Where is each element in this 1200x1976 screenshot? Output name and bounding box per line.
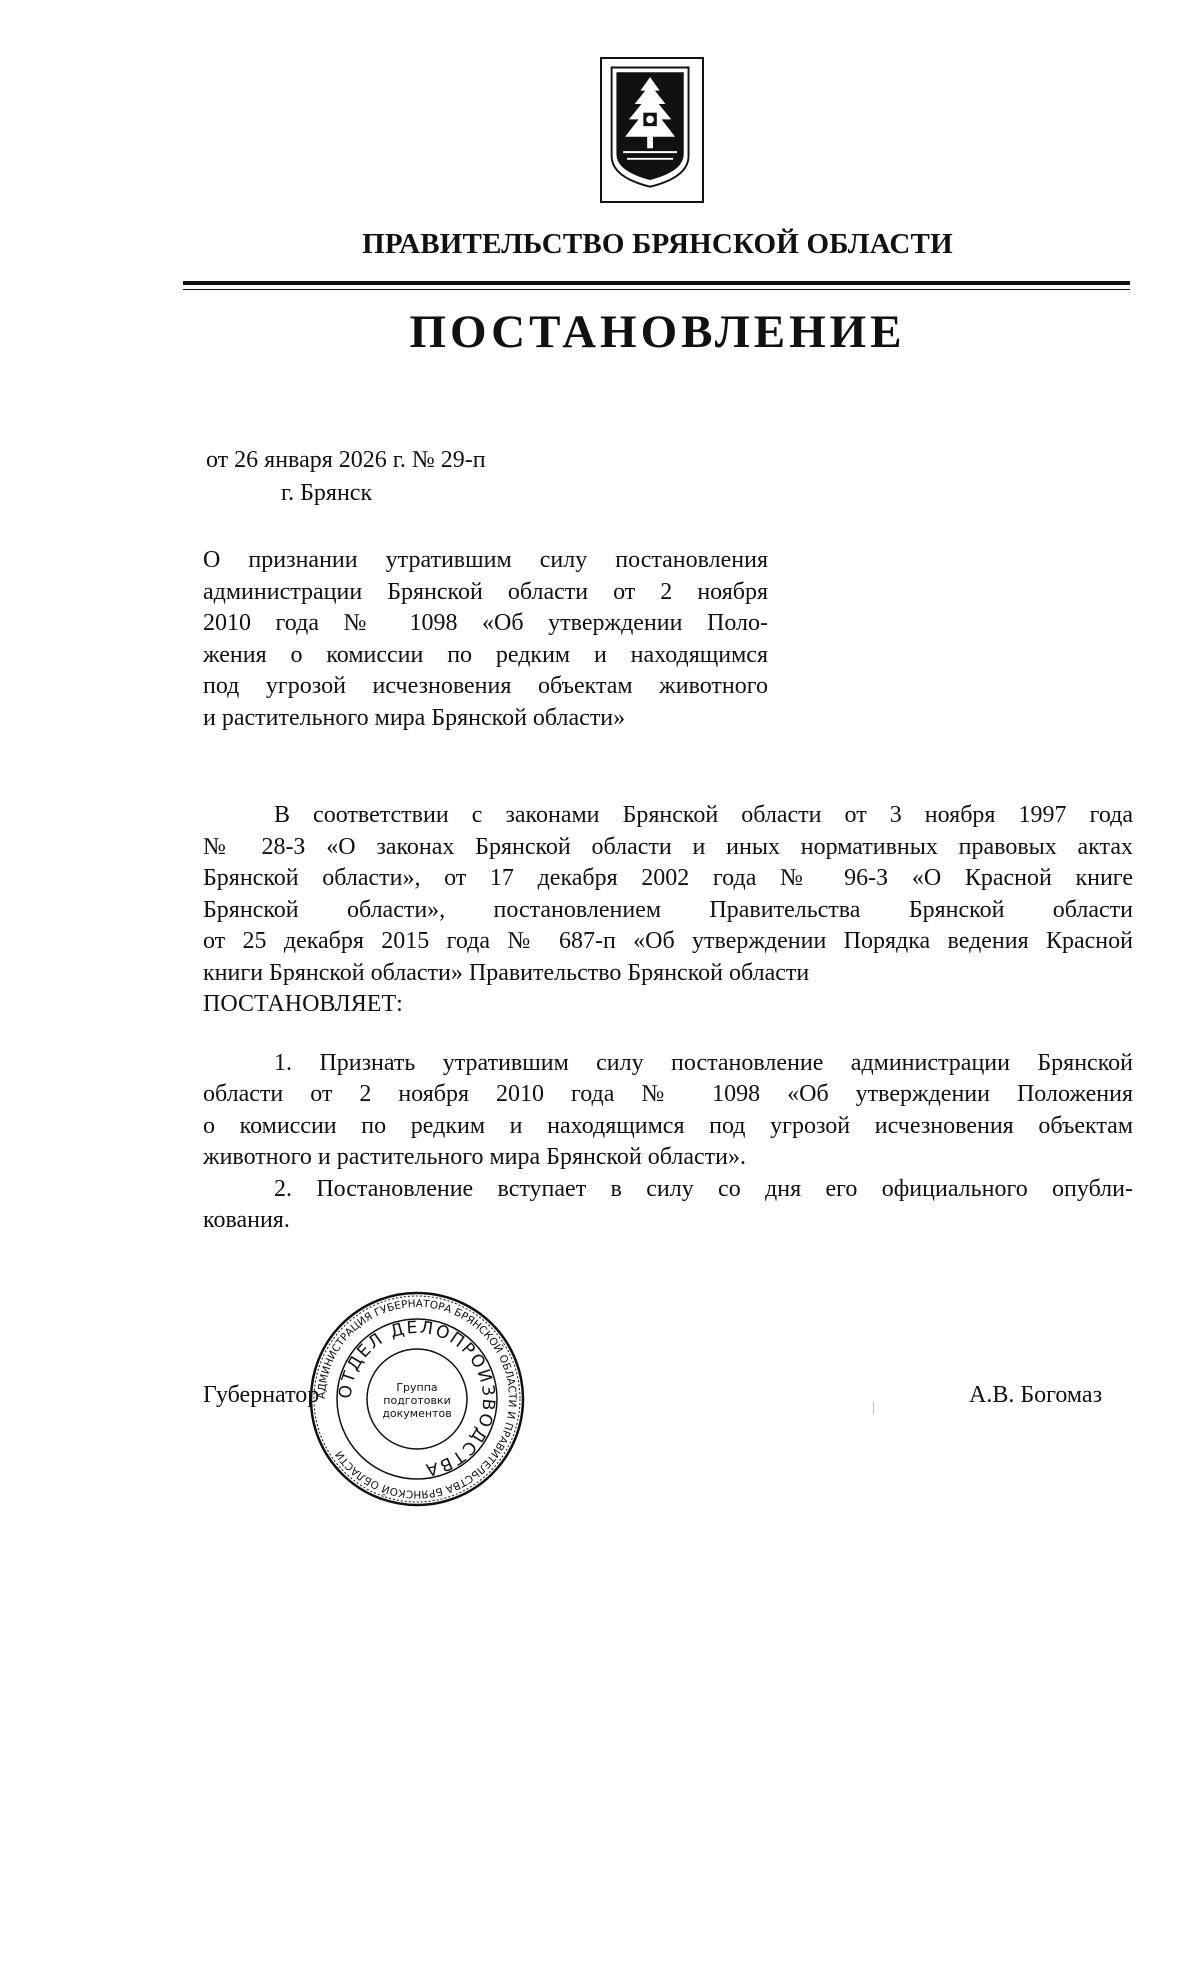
preamble-line: Брянской области», постановлением Правительства Брянской области	[203, 896, 1133, 923]
resolves-keyword: ПОСТАНОВЛЯЕТ:	[203, 991, 403, 1017]
stamp-center-line: подготовки	[383, 1394, 451, 1407]
item-1-line: 1. Признать утратившим силу постановление администрации Брянской	[274, 1049, 1133, 1076]
signer-title: Губернатор	[203, 1382, 320, 1408]
subject-line: О признании утратившим силу постановления	[203, 547, 768, 573]
document-date-number: от 26 января 2026 г. № 29-п	[206, 447, 486, 473]
header-divider-thick	[183, 281, 1130, 285]
preamble-line: от 25 декабря 2015 года № 687-п «Об утверждении Порядка ведения Красной	[203, 928, 1133, 954]
stamp-center-line: Группа	[396, 1381, 438, 1394]
coat-of-arms-icon	[602, 59, 702, 201]
item-1-line: о комиссии по редким и находящимся под угрозой исчезновения объектам	[203, 1112, 1133, 1139]
subject-line: 2010 года № 1098 «Об утверждении Поло-	[203, 610, 768, 636]
item-2-line: кования.	[203, 1207, 290, 1233]
signer-name: А.В. Богомаз	[969, 1382, 1103, 1408]
document-subject	[203, 545, 768, 734]
organization-title: ПРАВИТЕЛЬСТВО БРЯНСКОЙ ОБЛАСТИ	[362, 228, 953, 260]
subject-line: под угрозой исчезновения объектам животного	[203, 673, 768, 699]
preamble-line: книги Брянской области» Правительство Брянской области	[203, 959, 810, 986]
header-divider-thin	[183, 289, 1130, 290]
preamble-line: В соответствии с законами Брянской области от 3 ноября 1997 года	[274, 802, 1133, 828]
document-city: г. Брянск	[281, 480, 373, 506]
subject-line: жения о комиссии по редким и находящимся	[203, 641, 768, 668]
stamp-inner-ring: ОТДЕЛ ДЕЛОПРОИЗВОДСТВА	[335, 1317, 499, 1480]
item-2-line: 2. Постановление вступает в силу со дня его официального опубли-	[274, 1175, 1133, 1202]
item-1-line: области от 2 ноября 2010 года № 1098 «Об утверждении Положения	[203, 1081, 1133, 1107]
preamble-line: Брянской области», от 17 декабря 2002 года № 96-З «О Красной книге	[203, 865, 1133, 891]
subject-line: администрации Брянской области от 2 ноября	[203, 578, 768, 605]
scan-mark	[873, 1402, 874, 1414]
preamble-line: № 28-З «О законах Брянской области и иных нормативных правовых актах	[203, 833, 1133, 860]
coat-of-arms-emblem	[600, 57, 704, 203]
stamp-seal-icon	[308, 1290, 526, 1508]
stamp-outer-ring: АДМИНИСТРАЦИЯ ГУБЕРНАТОРА БРЯНСКОЙ ОБЛАСТИ И ПРАВИТЕЛЬСТВА БРЯНСКОЙ ОБЛАСТИ	[315, 1297, 519, 1501]
stamp-center-line: документов	[382, 1407, 452, 1420]
document-type-title: ПОСТАНОВЛЕНИЕ	[409, 306, 906, 358]
document-body	[203, 800, 1133, 1237]
subject-line: и растительного мира Брянской области»	[203, 704, 626, 731]
item-1-line: животного и растительного мира Брянской области».	[203, 1144, 746, 1170]
official-stamp	[308, 1290, 526, 1508]
